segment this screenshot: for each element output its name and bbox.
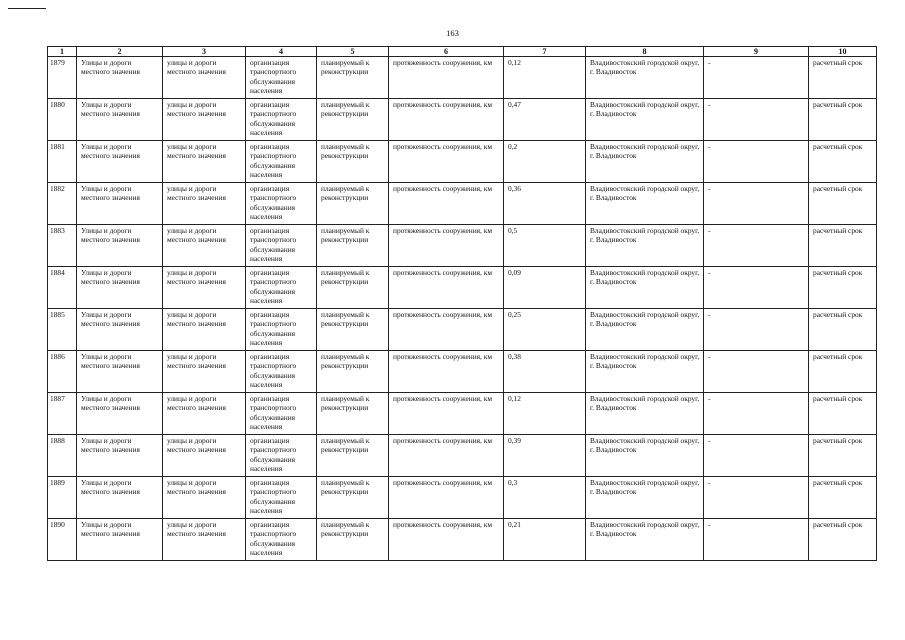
cell-term: расчетный срок: [809, 225, 877, 267]
cell-zone: -: [704, 309, 809, 351]
cell-object-purpose: организация транспортного обслуживания населения: [246, 519, 317, 561]
cell-parameter-name: протяженность сооружения, км: [389, 225, 504, 267]
cell-parameter-value: 0,21: [504, 519, 586, 561]
column-header-10: 10: [809, 47, 877, 57]
table-row: [48, 393, 877, 435]
column-header-3: 3: [163, 47, 246, 57]
cell-parameter-value: 0,5: [504, 225, 586, 267]
cell-parameter-value: 0,12: [504, 57, 586, 99]
cell-object-type: Улицы и дороги местного значения: [77, 519, 163, 561]
cell-parameter-name: протяженность сооружения, км: [389, 519, 504, 561]
cell-zone: -: [704, 267, 809, 309]
table-row: [48, 477, 877, 519]
table-row: [48, 225, 877, 267]
cell-term: расчетный срок: [809, 267, 877, 309]
cell-object-kind: улицы и дороги местного значения: [163, 57, 246, 99]
cell-parameter-name: протяженность сооружения, км: [389, 57, 504, 99]
cell-object-kind: улицы и дороги местного значения: [163, 393, 246, 435]
cell-zone: -: [704, 477, 809, 519]
table-row: [48, 183, 877, 225]
cell-object-purpose: организация транспортного обслуживания населения: [246, 225, 317, 267]
cell-row-number: 1879: [48, 57, 77, 99]
cell-zone: -: [704, 225, 809, 267]
column-header-6: 6: [389, 47, 504, 57]
table-header-row: [48, 47, 877, 57]
cell-object-purpose: организация транспортного обслуживания населения: [246, 393, 317, 435]
cell-parameter-name: протяженность сооружения, км: [389, 183, 504, 225]
cell-row-number: 1885: [48, 309, 77, 351]
cell-object-type: Улицы и дороги местного значения: [77, 57, 163, 99]
cell-parameter-name: протяженность сооружения, км: [389, 393, 504, 435]
cell-object-type: Улицы и дороги местного значения: [77, 393, 163, 435]
table-row: [48, 99, 877, 141]
cell-object-status: планируемый к реконструкции: [317, 183, 389, 225]
cell-location: Владивостокский городской округ, г. Владивосток: [586, 57, 704, 99]
cell-row-number: 1890: [48, 519, 77, 561]
cell-location: Владивостокский городской округ, г. Владивосток: [586, 477, 704, 519]
cell-object-kind: улицы и дороги местного значения: [163, 477, 246, 519]
cell-term: расчетный срок: [809, 519, 877, 561]
cell-parameter-name: протяженность сооружения, км: [389, 351, 504, 393]
cell-zone: -: [704, 435, 809, 477]
cell-zone: -: [704, 183, 809, 225]
cell-row-number: 1880: [48, 99, 77, 141]
cell-zone: -: [704, 519, 809, 561]
table-row: [48, 519, 877, 561]
table-row: [48, 141, 877, 183]
cell-location: Владивостокский городской округ, г. Владивосток: [586, 351, 704, 393]
cell-object-status: планируемый к реконструкции: [317, 309, 389, 351]
cell-parameter-value: 0,3: [504, 477, 586, 519]
cell-object-purpose: организация транспортного обслуживания населения: [246, 435, 317, 477]
cell-object-status: планируемый к реконструкции: [317, 141, 389, 183]
cell-term: расчетный срок: [809, 435, 877, 477]
cell-object-purpose: организация транспортного обслуживания населения: [246, 351, 317, 393]
cell-term: расчетный срок: [809, 141, 877, 183]
cell-object-purpose: организация транспортного обслуживания населения: [246, 183, 317, 225]
table-row: [48, 57, 877, 99]
cell-parameter-name: протяженность сооружения, км: [389, 99, 504, 141]
table-body: [48, 57, 877, 561]
cell-location: Владивостокский городской округ, г. Владивосток: [586, 225, 704, 267]
cell-object-kind: улицы и дороги местного значения: [163, 519, 246, 561]
cell-object-kind: улицы и дороги местного значения: [163, 435, 246, 477]
cell-term: расчетный срок: [809, 393, 877, 435]
cell-parameter-value: 0,39: [504, 435, 586, 477]
cell-object-status: планируемый к реконструкции: [317, 477, 389, 519]
cell-location: Владивостокский городской округ, г. Владивосток: [586, 141, 704, 183]
cell-object-type: Улицы и дороги местного значения: [77, 477, 163, 519]
table-row: [48, 267, 877, 309]
cell-object-status: планируемый к реконструкции: [317, 57, 389, 99]
cell-object-purpose: организация транспортного обслуживания населения: [246, 477, 317, 519]
table-row: [48, 351, 877, 393]
cell-object-type: Улицы и дороги местного значения: [77, 141, 163, 183]
table-row: [48, 435, 877, 477]
cell-row-number: 1889: [48, 477, 77, 519]
cell-parameter-value: 0,12: [504, 393, 586, 435]
cell-object-kind: улицы и дороги местного значения: [163, 183, 246, 225]
corner-rule: [8, 8, 46, 9]
cell-object-kind: улицы и дороги местного значения: [163, 351, 246, 393]
cell-zone: -: [704, 141, 809, 183]
cell-parameter-value: 0,2: [504, 141, 586, 183]
cell-parameter-value: 0,09: [504, 267, 586, 309]
cell-row-number: 1883: [48, 225, 77, 267]
cell-location: Владивостокский городской округ, г. Владивосток: [586, 435, 704, 477]
cell-object-status: планируемый к реконструкции: [317, 225, 389, 267]
cell-zone: -: [704, 57, 809, 99]
cell-object-type: Улицы и дороги местного значения: [77, 99, 163, 141]
cell-term: расчетный срок: [809, 351, 877, 393]
cell-parameter-value: 0,47: [504, 99, 586, 141]
cell-term: расчетный срок: [809, 57, 877, 99]
cell-object-type: Улицы и дороги местного значения: [77, 309, 163, 351]
cell-term: расчетный срок: [809, 309, 877, 351]
column-header-7: 7: [504, 47, 586, 57]
cell-row-number: 1888: [48, 435, 77, 477]
cell-row-number: 1886: [48, 351, 77, 393]
cell-object-type: Улицы и дороги местного значения: [77, 183, 163, 225]
table-row: [48, 309, 877, 351]
cell-parameter-value: 0,38: [504, 351, 586, 393]
column-header-8: 8: [586, 47, 704, 57]
cell-parameter-name: протяженность сооружения, км: [389, 435, 504, 477]
cell-object-kind: улицы и дороги местного значения: [163, 225, 246, 267]
objects-table: [47, 46, 877, 561]
column-header-9: 9: [704, 47, 809, 57]
cell-object-type: Улицы и дороги местного значения: [77, 435, 163, 477]
page-number: 163: [446, 28, 459, 38]
cell-object-status: планируемый к реконструкции: [317, 519, 389, 561]
cell-location: Владивостокский городской округ, г. Владивосток: [586, 99, 704, 141]
cell-location: Владивостокский городской округ, г. Владивосток: [586, 309, 704, 351]
cell-parameter-name: протяженность сооружения, км: [389, 141, 504, 183]
cell-object-status: планируемый к реконструкции: [317, 351, 389, 393]
cell-object-purpose: организация транспортного обслуживания населения: [246, 57, 317, 99]
cell-object-status: планируемый к реконструкции: [317, 267, 389, 309]
cell-term: расчетный срок: [809, 183, 877, 225]
cell-object-kind: улицы и дороги местного значения: [163, 267, 246, 309]
column-header-5: 5: [317, 47, 389, 57]
cell-object-purpose: организация транспортного обслуживания населения: [246, 99, 317, 141]
cell-object-kind: улицы и дороги местного значения: [163, 99, 246, 141]
column-header-4: 4: [246, 47, 317, 57]
cell-location: Владивостокский городской округ, г. Владивосток: [586, 519, 704, 561]
cell-row-number: 1887: [48, 393, 77, 435]
cell-zone: -: [704, 351, 809, 393]
cell-object-status: планируемый к реконструкции: [317, 393, 389, 435]
column-header-2: 2: [77, 47, 163, 57]
cell-parameter-value: 0,25: [504, 309, 586, 351]
cell-object-type: Улицы и дороги местного значения: [77, 267, 163, 309]
cell-parameter-value: 0,36: [504, 183, 586, 225]
cell-object-type: Улицы и дороги местного значения: [77, 351, 163, 393]
cell-parameter-name: протяженность сооружения, км: [389, 309, 504, 351]
cell-zone: -: [704, 99, 809, 141]
cell-zone: -: [704, 393, 809, 435]
cell-parameter-name: протяженность сооружения, км: [389, 267, 504, 309]
cell-location: Владивостокский городской округ, г. Владивосток: [586, 267, 704, 309]
cell-term: расчетный срок: [809, 99, 877, 141]
cell-row-number: 1881: [48, 141, 77, 183]
cell-object-type: Улицы и дороги местного значения: [77, 225, 163, 267]
cell-location: Владивостокский городской округ, г. Владивосток: [586, 393, 704, 435]
cell-object-purpose: организация транспортного обслуживания населения: [246, 309, 317, 351]
cell-parameter-name: протяженность сооружения, км: [389, 477, 504, 519]
cell-object-kind: улицы и дороги местного значения: [163, 141, 246, 183]
cell-object-status: планируемый к реконструкции: [317, 435, 389, 477]
cell-object-status: планируемый к реконструкции: [317, 99, 389, 141]
column-header-1: 1: [48, 47, 77, 57]
cell-term: расчетный срок: [809, 477, 877, 519]
cell-object-kind: улицы и дороги местного значения: [163, 309, 246, 351]
cell-object-purpose: организация транспортного обслуживания населения: [246, 267, 317, 309]
cell-row-number: 1884: [48, 267, 77, 309]
cell-object-purpose: организация транспортного обслуживания населения: [246, 141, 317, 183]
cell-row-number: 1882: [48, 183, 77, 225]
cell-location: Владивостокский городской округ, г. Владивосток: [586, 183, 704, 225]
